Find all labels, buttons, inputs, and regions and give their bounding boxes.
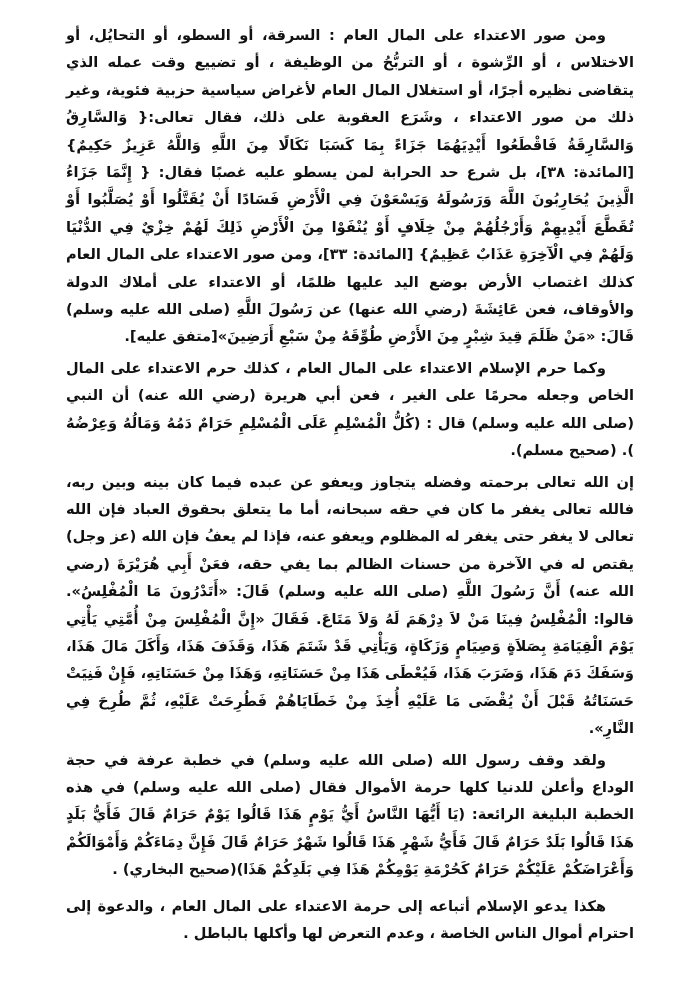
paragraph-bankrupt-hadith: إن الله تعالى برحمته وفضله يتجاوز ويعفو عن عبده فيما كان بينه وبين ربه، فالله تعالى يغفر ما كان في حقه سبحانه، أما ما يتعلق بحقوق العباد فإن الله تعالى لا يغفر حتى يغفر له المظلوم ويعفو عنه، فإذا لم يعفُ فإن الله (عز وجل) يقتص له في الآخرة من حسنات الظالم بما يفي حقه، فعَنْ أَبِي هُرَيْرَةَ (رضي الله عنه) أَنَّ رَسُولَ اللَّهِ (صلى الله عليه وسلم) قَالَ: «أَتَدْرُونَ مَا الْمُفْلِسُ». قالوا: الْمُفْلِسُ فِينَا مَنْ لاَ دِرْهَمَ لَهُ وَلاَ مَتَاعَ. فَقَالَ «إِنَّ الْمُفْلِسَ مِنْ أُمَّتِي يَأْتِي يَوْمَ الْقِيَامَةِ بِصَلاَةٍ وَصِيَامٍ وَزَكَاةٍ، وَيَأْتِي قَدْ شَتَمَ هَذَا، وَقَذَفَ هَذَا، وَأَكَلَ مَالَ هَذَا، وَسَفَكَ دَمَ هَذَا، وَضَرَبَ هَذَا، فَيُعْطَى هَذَا مِنْ حَسَنَاتِهِ، وَهَذَا مِنْ حَسَنَاتِهِ، فَإِنْ فَنِيَتْ حَسَنَاتُهُ قَبْلَ أَنْ يُقْضَى مَا عَلَيْهِ أُخِذَ مِنْ خَطَايَاهُمْ فَطُرِحَتْ عَلَيْهِ، ثُمَّ طُرِحَ فِي النَّارِ». bbox=[66, 473, 634, 738]
paragraph-farewell-sermon: ولقد وقف رسول الله (صلى الله عليه وسلم) في خطبة عرفة في حجة الوداع وأعلن للدنيا كلها حرمة الأموال فقال (صلى الله عليه وسلم) في هذه الخطبة البليغة الرائعة: (يَا أَيُّهَا النَّاسُ أَيُّ يَوْمٍ هَذَا قَالُوا يَوْمٌ حَرَامٌ قَالَ فَأَيُّ بَلَدٍ هَذَا قَالُوا بَلَدٌ حَرَامٌ قَالَ فَأَيُّ شَهْرٍ هَذَا قَالُوا شَهْرٌ حَرَامٌ قَالَ فَإِنَّ دِمَاءَكُمْ وَأَمْوَالَكُمْ وَأَعْرَاضَكُمْ عَلَيْكُمْ حَرَامٌ كَحُرْمَةِ يَوْمِكُمْ هَذَا فِي بَلَدِكُمْ هَذَا)(صحيح البخاري) . bbox=[66, 751, 634, 879]
paragraph-conclusion: هكذا يدعو الإسلام أتباعه إلى حرمة الاعتداء على المال العام ، والدعوة إلى احترام أموال الناس الخاصة ، وعدم التعرض لها وأكلها بالباطل . bbox=[66, 897, 634, 942]
paragraph-private-money-sanctity: وكما حرم الإسلام الاعتداء على المال العام ، كذلك حرم الاعتداء على المال الخاص وجعله محرمًا على الغير ، فعن أبي هريرة (رضي الله عنه) أن النبي (صلى الله عليه وسلم) قال : (كُلُّ الْمُسْلِمِ عَلَى الْمُسْلِمِ حَرَامٌ دَمُهُ وَمَالُهُ وَعِرْضُهُ ). (صحيح مسلم). bbox=[66, 359, 634, 460]
paragraph-public-money-violations: ومن صور الاعتداء على المال العام : السرقة، أو السطو، أو التحايُل، أو الاختلاس ، أو الرِّشوة ، أو التربُّحُ من الوظيفة ، أو تضييع وقت عمله الذي يتقاضى نظيره أجرًا، أو استغلال المال العام لأغراض سياسية حزبية فئوية، وغير ذلك من صور الاعتداء ، وشَرَع العقوبة على ذلك، فقال تعالى:{ وَالسَّارِقُ وَالسَّارِقَةُ فَاقْطَعُوا أَيْدِيَهُمَا جَزَاءً بِمَا كَسَبَا نَكَالًا مِنَ اللَّهِ وَاللَّهُ عَزِيزٌ حَكِيمٌ}[المائدة: ٣٨]، بل شرع حد الحرابة لمن يسطو عليه غصبًا فقال: { إِنَّمَا جَزَاءُ الَّذِينَ يُحَارِبُونَ اللَّهَ وَرَسُولَهُ وَيَسْعَوْنَ فِي الْأَرْضِ فَسَادًا أَنْ يُقَتَّلُوا أَوْ يُصَلَّبُوا أَوْ تُقَطَّعَ أَيْدِيهِمْ وَأَرْجُلُهُمْ مِنْ خِلَافٍ أَوْ يُنْفَوْا مِنَ الْأَرْضِ ذَلِكَ لَهُمْ خِزْيٌ فِي الدُّنْيَا وَلَهُمْ فِي الْآخِرَةِ عَذَابٌ عَظِيمٌ} [المائدة: ٣٣]، ومن صور الاعتداء على المال العام كذلك اغتصاب الأرض بوضع اليد عليها ظلمًا، أو الاعتداء على أملاك الدولة والأوقاف، فعن عَائِشَةَ (رضي الله عنها) عن رَسُولَ اللَّهِ (صلى الله عليه وسلم) قَالَ: «مَنْ ظَلَمَ قِيدَ شِبْرٍ مِنَ الأَرْضِ طُوِّقَهُ مِنْ سَبْعِ أَرَضِينَ»[متفق عليه]. bbox=[66, 27, 634, 346]
